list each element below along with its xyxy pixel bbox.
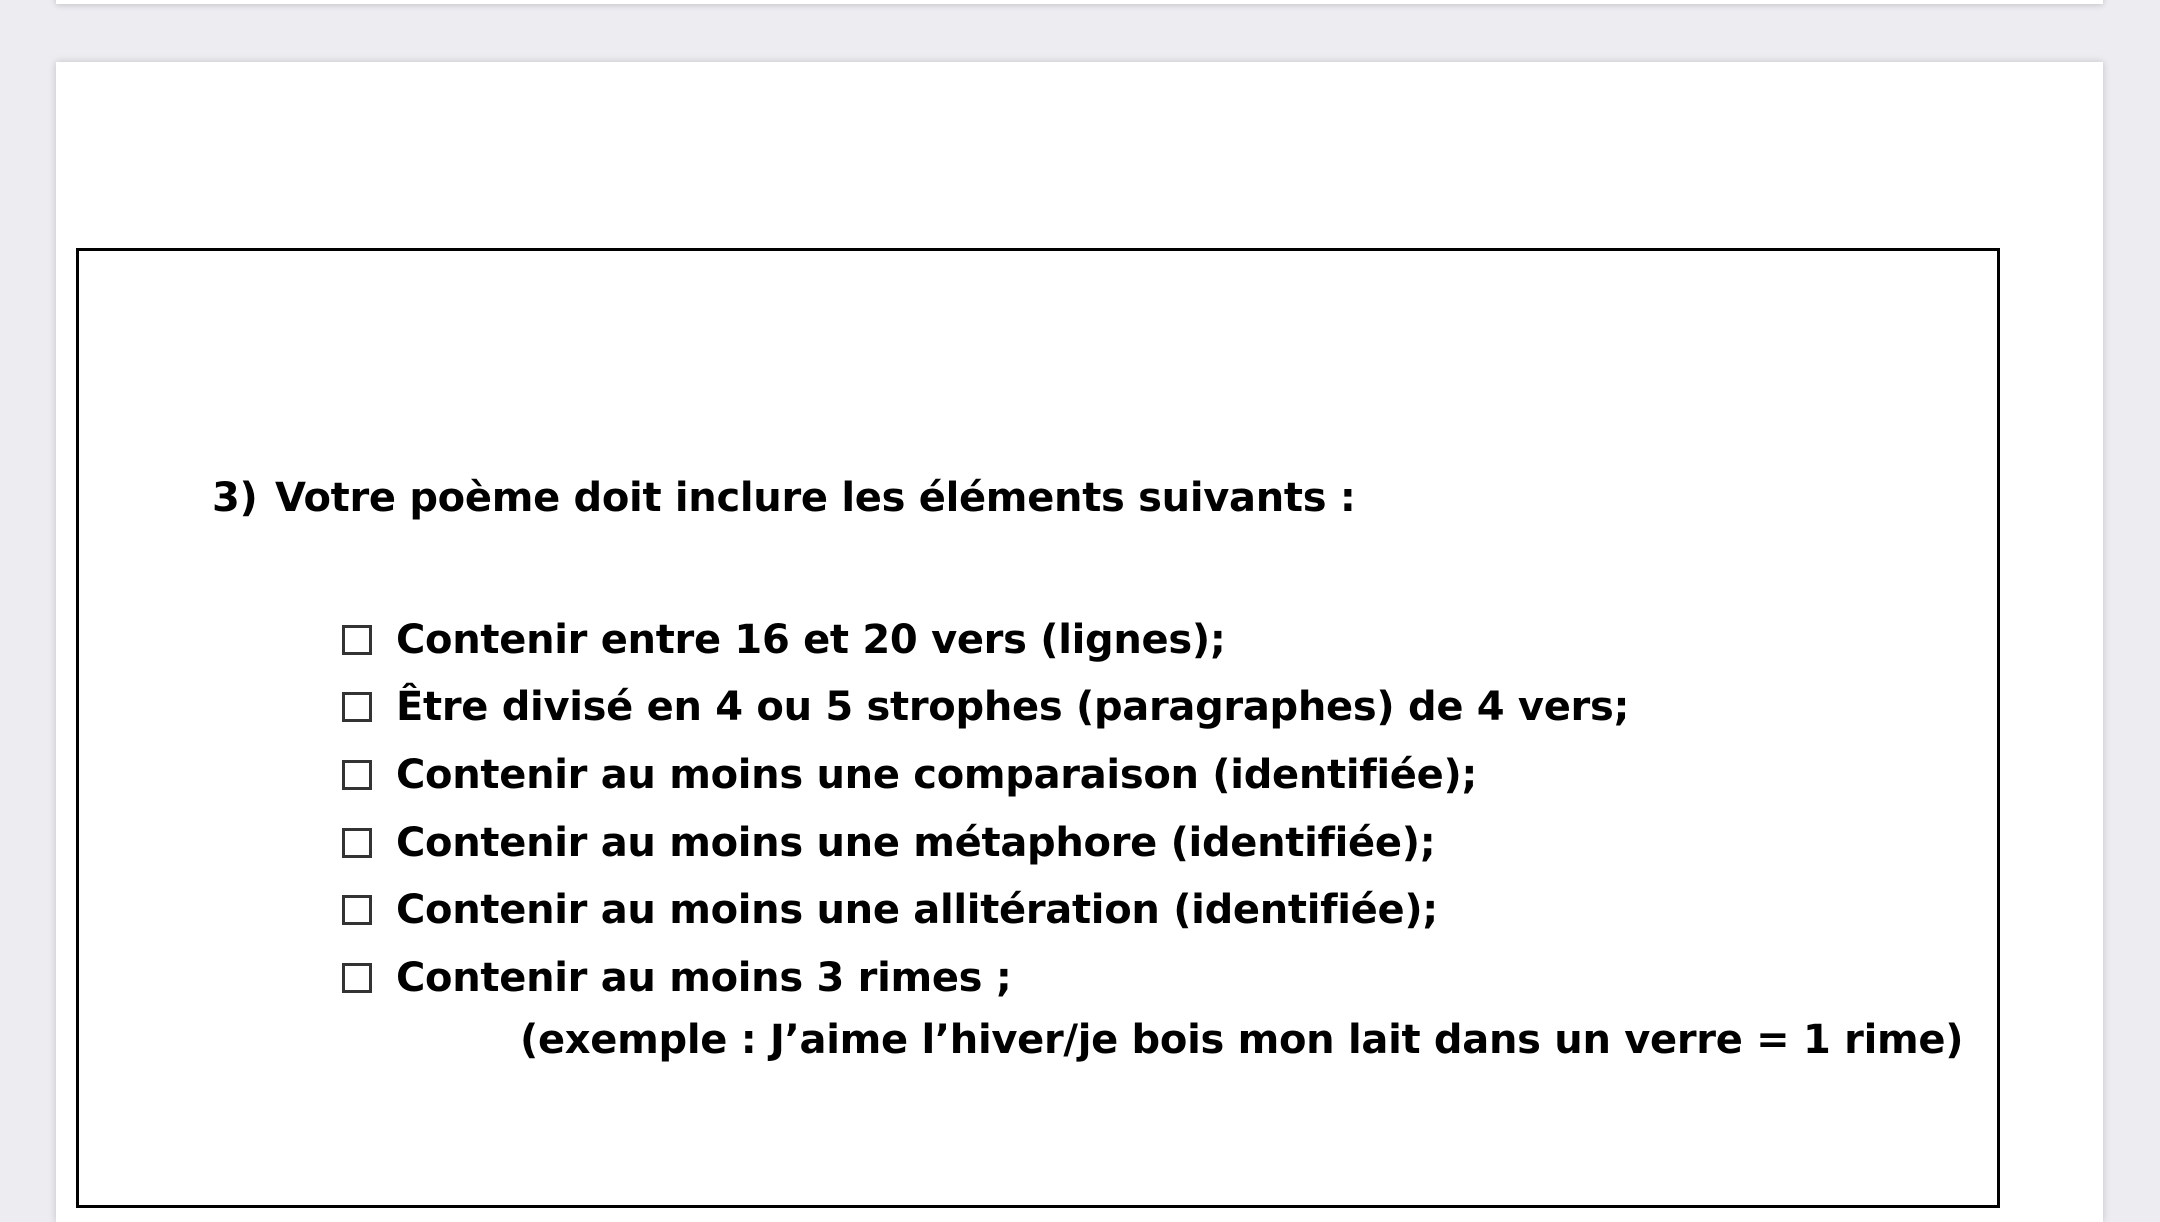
checkbox[interactable] bbox=[342, 828, 372, 858]
checkbox[interactable] bbox=[342, 963, 372, 993]
checkbox[interactable] bbox=[342, 625, 372, 655]
checklist-item-label: Contenir au moins 3 rimes ; bbox=[396, 954, 1012, 1001]
checklist-item bbox=[342, 876, 1629, 944]
checkbox[interactable] bbox=[342, 692, 372, 722]
checklist-item bbox=[342, 809, 1629, 877]
checkbox[interactable] bbox=[342, 895, 372, 925]
checklist-item bbox=[342, 741, 1629, 809]
question-number: 3) bbox=[212, 475, 258, 521]
checklist-item bbox=[342, 944, 1629, 1012]
question-heading bbox=[212, 472, 1356, 524]
previous-page-edge bbox=[56, 0, 2103, 4]
question-text: Votre poème doit inclure les éléments suivants : bbox=[275, 475, 1356, 521]
checklist-item-label: Contenir au moins une métaphore (identifiée); bbox=[396, 819, 1436, 866]
checklist-item-label: Contenir au moins une comparaison (identifiée); bbox=[396, 751, 1478, 798]
checklist-item bbox=[342, 606, 1629, 674]
checklist-item-label: Contenir entre 16 et 20 vers (lignes); bbox=[396, 616, 1226, 663]
checklist-item-label: Contenir au moins une allitération (identifiée); bbox=[396, 887, 1439, 934]
checklist-item bbox=[342, 674, 1629, 742]
rhyme-example: (exemple : J’aime l’hiver/je bois mon lait dans un verre = 1 rime) bbox=[520, 1017, 1964, 1063]
checklist-item-label: Être divisé en 4 ou 5 strophes (paragraphes) de 4 vers; bbox=[396, 684, 1630, 731]
requirements-checklist bbox=[342, 606, 1629, 1012]
checkbox[interactable] bbox=[342, 760, 372, 790]
